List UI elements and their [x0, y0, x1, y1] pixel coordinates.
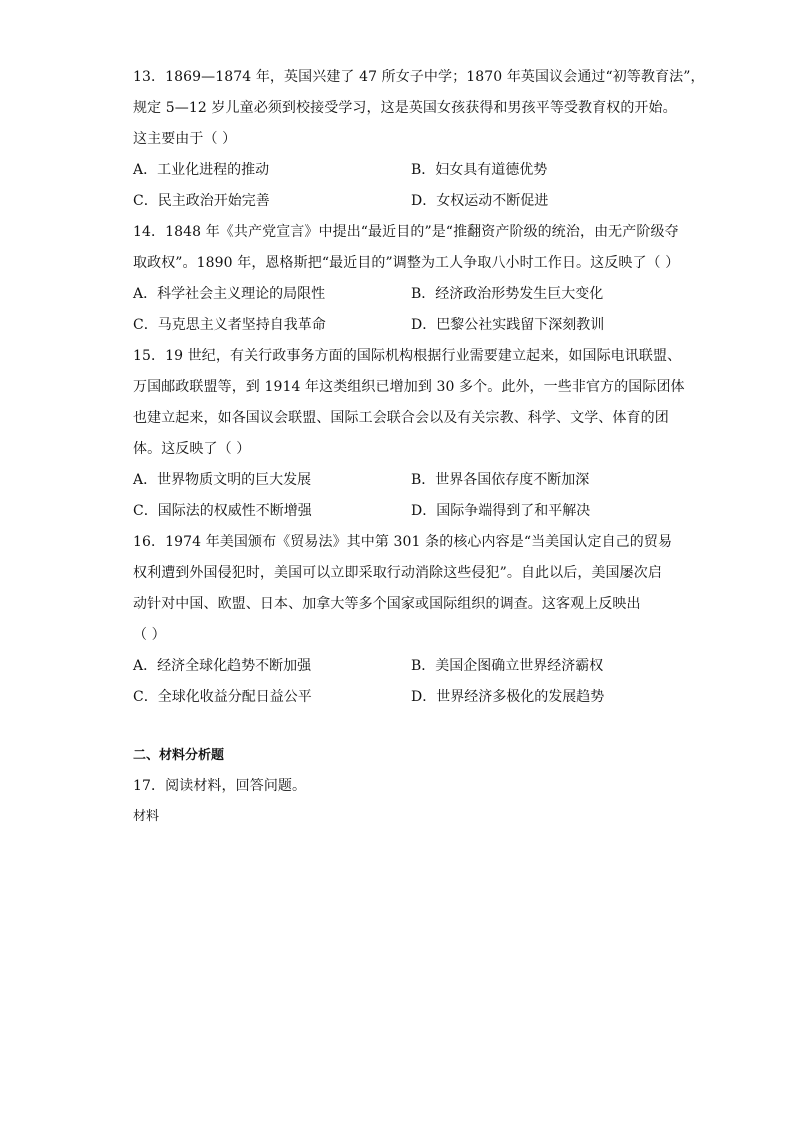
question-13-line-1: 13．1869—1874 年，英国兴建了 47 所女子中学；1870 年英国议会通过“初等教育法”， — [133, 69, 705, 85]
material-label: 材料 — [133, 809, 160, 824]
question-14-option-c: C．马克思主义者坚持自我革命 — [133, 317, 326, 333]
question-14 — [133, 217, 680, 341]
question-16-line-4: （ ） — [133, 627, 166, 643]
question-15 — [133, 341, 685, 527]
question-14-option-d: D．巴黎公社实践留下深刻教训 — [411, 317, 605, 333]
question-15-options-row-2 — [133, 496, 673, 527]
question-15-line-2: 万国邮政联盟等，到 1914 年这类组织已增加到 30 多个。此外，一些非官方的国际团体 — [133, 379, 685, 395]
question-13-line-2: 规定 5—12 岁儿童必须到校接受学习，这是英国女孩获得和男孩平等受教育权的开始。 — [133, 100, 677, 116]
exam-page — [133, 62, 705, 832]
question-15-options-row-1 — [133, 465, 673, 496]
question-15-line-4: 体。这反映了（ ） — [133, 441, 251, 457]
question-13 — [133, 62, 705, 217]
question-14-line-1: 14．1848 年《共产党宣言》中提出“最近目的”是“推翻资产阶级的统治，由无产阶级夺 — [133, 224, 679, 240]
question-15-option-d: D．国际争端得到了和平解决 — [411, 503, 591, 519]
question-16-option-d: D．世界经济多极化的发展趋势 — [411, 689, 605, 705]
question-16-option-c: C．全球化收益分配日益公平 — [133, 689, 312, 705]
question-15-line-3: 也建立起来，如各国议会联盟、国际工会联合会以及有关宗教、科学、文学、体育的团 — [133, 410, 669, 426]
question-14-options-row-2 — [133, 310, 673, 341]
question-15-line-1: 15．19 世纪，有关行政事务方面的国际机构根据行业需要建立起来，如国际电讯联盟、 — [133, 348, 682, 364]
question-16 — [133, 527, 673, 713]
question-13-options-row-1 — [133, 155, 673, 186]
question-13-option-a: A．工业化进程的推动 — [133, 162, 270, 178]
question-16-option-a: A．经济全球化趋势不断加强 — [133, 658, 312, 674]
question-16-option-b: B．美国企图确立世界经济霸权 — [411, 658, 604, 674]
question-14-option-b: B．经济政治形势发生巨大变化 — [411, 286, 604, 302]
question-13-option-b: B．妇女具有道德优势 — [411, 162, 548, 178]
question-14-options-row-1 — [133, 279, 673, 310]
question-16-options-row-1 — [133, 651, 673, 682]
question-13-line-3: 这主要由于（ ） — [133, 131, 237, 147]
question-13-option-d: D．女权运动不断促进 — [411, 193, 549, 209]
question-15-option-c: C．国际法的权威性不断增强 — [133, 503, 312, 519]
question-13-option-c: C．民主政治开始完善 — [133, 193, 270, 209]
question-16-options-row-2 — [133, 682, 673, 713]
question-16-line-1: 16．1974 年美国颁布《贸易法》其中第 301 条的核心内容是“当美国认定自己的贸易 — [133, 534, 673, 550]
question-14-option-a: A．科学社会主义理论的局限性 — [133, 286, 326, 302]
question-16-line-3: 动针对中国、欧盟、日本、加拿大等多个国家或国际组织的调查。这客观上反映出 — [133, 596, 641, 612]
question-17-prompt: 17．阅读材料，回答问题。 — [133, 778, 307, 794]
question-16-line-2: 权利遭到外国侵犯时，美国可以立即采取行动消除这些侵犯”。自此以后，美国屡次启 — [133, 565, 662, 581]
question-15-option-a: A．世界物质文明的巨大发展 — [133, 472, 312, 488]
question-14-line-2: 取政权”。1890 年，恩格斯把“最近目的”调整为工人争取八小时工作日。这反映了（ ） — [133, 255, 680, 271]
question-15-option-b: B．世界各国依存度不断加深 — [411, 472, 590, 488]
section-title: 二、材料分析题 — [133, 748, 225, 763]
question-13-options-row-2 — [133, 186, 673, 217]
